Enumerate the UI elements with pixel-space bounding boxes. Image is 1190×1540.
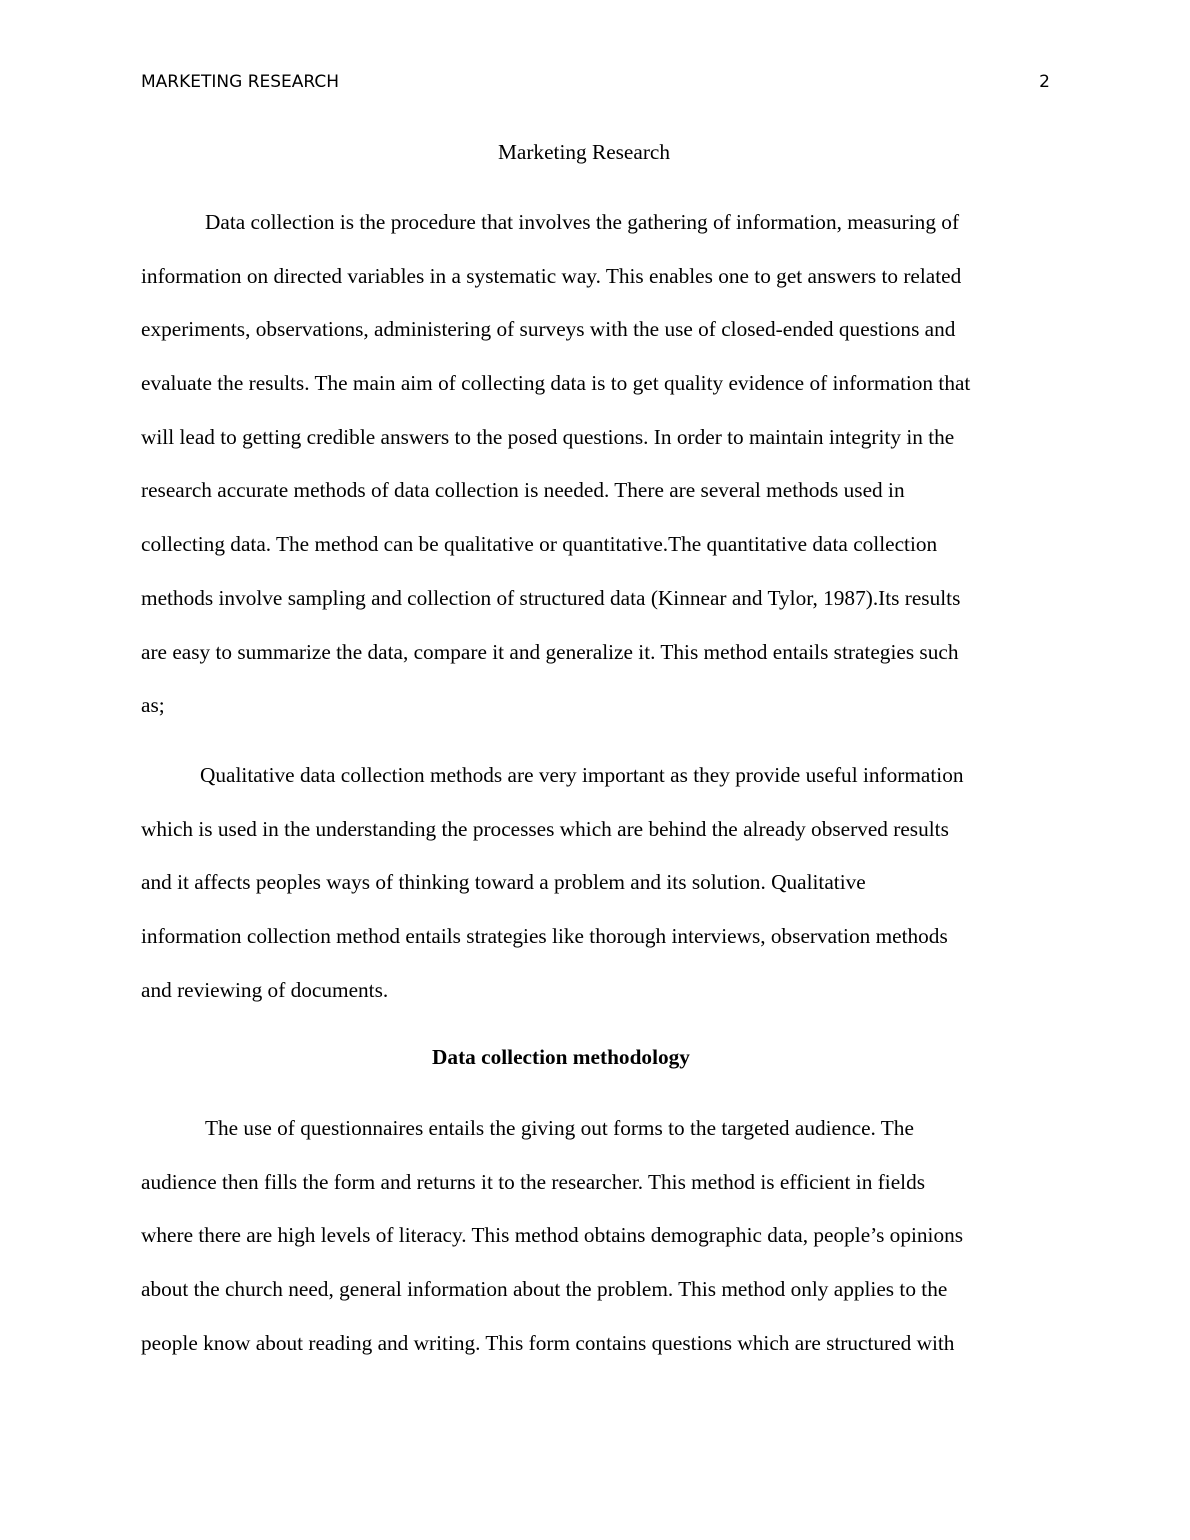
paragraph-line: collecting data. The method can be qualitative or quantitative.The quantitative data collection [141,532,938,557]
paragraph-qualitative [141,749,1051,1017]
paragraph-line: Qualitative data collection methods are very important as they provide useful information [200,763,964,787]
paragraph-line: about the church need, general information about the problem. This method only applies to the [141,1277,948,1302]
paragraph-line: as; [141,693,165,718]
paragraph-line: are easy to summarize the data, compare it and generalize it. This method entails strategies such [141,639,959,664]
paragraph-line: information on directed variables in a systematic way. This enables one to get answers to related [141,263,962,288]
paragraph-line: people know about reading and writing. This form contains questions which are structured with [141,1330,955,1355]
paragraph-line: research accurate methods of data collection is needed. There are several methods used in [141,478,905,503]
paragraph-line: where there are high levels of literacy. This method obtains demographic data, people’s opinions [141,1223,964,1248]
paragraph-line: information collection method entails strategies like thorough interviews, observation methods [141,924,948,949]
paragraph-line: experiments, observations, administering of surveys with the use of closed-ended questions and [141,317,956,342]
paragraph-line: audience then fills the form and returns it to the researcher. This method is efficient in fields [141,1169,926,1194]
paragraph-line: Data collection is the procedure that involves the gathering of information, measuring of [205,210,960,234]
section-heading: Data collection methodology [432,1045,690,1069]
paragraph-line: which is used in the understanding the processes which are behind the already observed results [141,816,949,841]
running-head: MARKETING RESEARCH [141,72,340,92]
paragraph-data-collection [141,196,1051,733]
paragraph-line: evaluate the results. The main aim of collecting data is to get quality evidence of information that [141,371,971,396]
document-title: Marketing Research [497,140,671,164]
paragraph-line: The use of questionnaires entails the giving out forms to the targeted audience. The [205,1116,914,1140]
paragraph-line: will lead to getting credible answers to the posed questions. In order to maintain integrity in the [141,424,955,449]
paragraph-line: and it affects peoples ways of thinking toward a problem and its solution. Qualitative [141,870,866,895]
paragraph-line: methods involve sampling and collection of structured data (Kinnear and Tylor, 1987).Its results [141,585,961,610]
page-number: 2 [1039,72,1050,92]
paragraph-questionnaires [141,1102,1051,1370]
paragraph-line: and reviewing of documents. [141,977,389,1002]
